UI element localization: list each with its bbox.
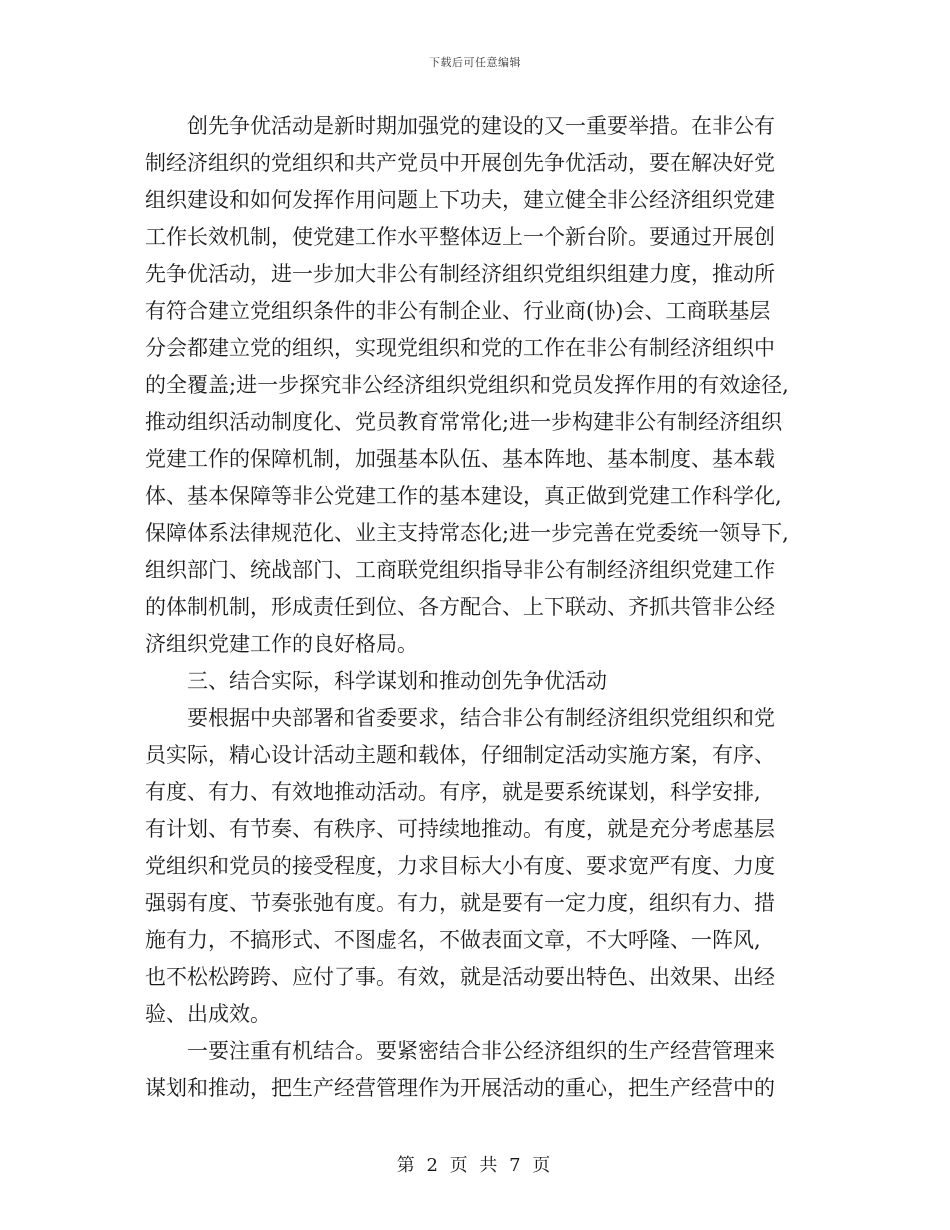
text-line: 有计划、有节奏、有秩序、可持续地推动。有度，就是充分考虑基层 <box>145 817 775 841</box>
text-line: 有度、有力、有效地推动活动。有序，就是要系统谋划，科学安排, <box>145 780 761 804</box>
text-line: 谋划和推动，把生产经营管理作为开展活动的重心，把生产经营中的 <box>145 1076 775 1100</box>
text-line: 创先争优活动是新时期加强党的建设的又一重要举措。在非公有 <box>187 114 775 138</box>
text-line: 员实际，精心设计活动主题和载体，仔细制定活动实施方案，有序、 <box>145 743 775 767</box>
text-line: 验、出成效。 <box>145 1002 271 1026</box>
text-line: 组织部门、统战部门、工商联党组织指导非公有制经济组织党建工作 <box>145 558 775 582</box>
text-line: 党组织和党员的接受程度，力求目标大小有度、要求宽严有度、力度 <box>145 854 775 878</box>
text-line: 强弱有度、节奏张弛有度。有力，就是要有一定力度，组织有力、措 <box>145 891 775 915</box>
document-body <box>145 108 815 1107</box>
text-line: 也不松松跨跨、应付了事。有效，就是活动要出特色、出效果、出经 <box>145 965 775 989</box>
text-line: 制经济组织的党组织和共产党员中开展创先争优活动，要在解决好党 <box>145 151 775 175</box>
text-line: 施有力，不搞形式、不图虚名，不做表面文章，不大呼隆、一阵风, <box>145 928 761 952</box>
text-line: 保障体系法律规范化、业主支持常态化;进一步完善在党委统一领导下, <box>145 521 789 545</box>
page-header: 下载后可任意编辑 <box>429 56 521 69</box>
text-line: 的体制机制，形成责任到位、各方配合、上下联动、齐抓共管非公经 <box>145 595 775 619</box>
text-line: 一要注重有机结合。要紧密结合非公经济组织的生产经营管理来 <box>187 1039 775 1063</box>
text-line: 组织建设和如何发挥作用问题上下功夫，建立健全非公经济组织党建 <box>145 188 775 212</box>
text-line: 工作长效机制，使党建工作水平整体迈上一个新台阶。要通过开展创 <box>145 225 775 249</box>
text-line: 要根据中央部署和省委要求，结合非公有制经济组织党组织和党 <box>187 706 775 730</box>
text-line: 济组织党建工作的良好格局。 <box>145 632 418 656</box>
text-line: 党建工作的保障机制，加强基本队伍、基本阵地、基本制度、基本载 <box>145 447 775 471</box>
text-line: 有符合建立党组织条件的非公有制企业、行业商(协)会、工商联基层 <box>145 299 771 323</box>
text-line: 分会都建立党的组织，实现党组织和党的工作在非公有制经济组织中 <box>145 336 775 360</box>
text-line: 三、结合实际，科学谋划和推动创先争优活动 <box>187 669 607 693</box>
text-line: 的全覆盖;进一步探究非公经济组织党组织和党员发挥作用的有效途径, <box>145 373 789 397</box>
text-line: 推动组织活动制度化、党员教育常常化;进一步构建非公有制经济组织 <box>145 410 783 434</box>
text-line: 体、基本保障等非公党建工作的基本建设，真正做到党建工作科学化, <box>145 484 782 508</box>
text-line: 先争优活动，进一步加大非公有制经济组织党组织组建力度，推动所 <box>145 262 775 286</box>
page-footer: 第 2 页 共 7 页 <box>396 1155 554 1176</box>
